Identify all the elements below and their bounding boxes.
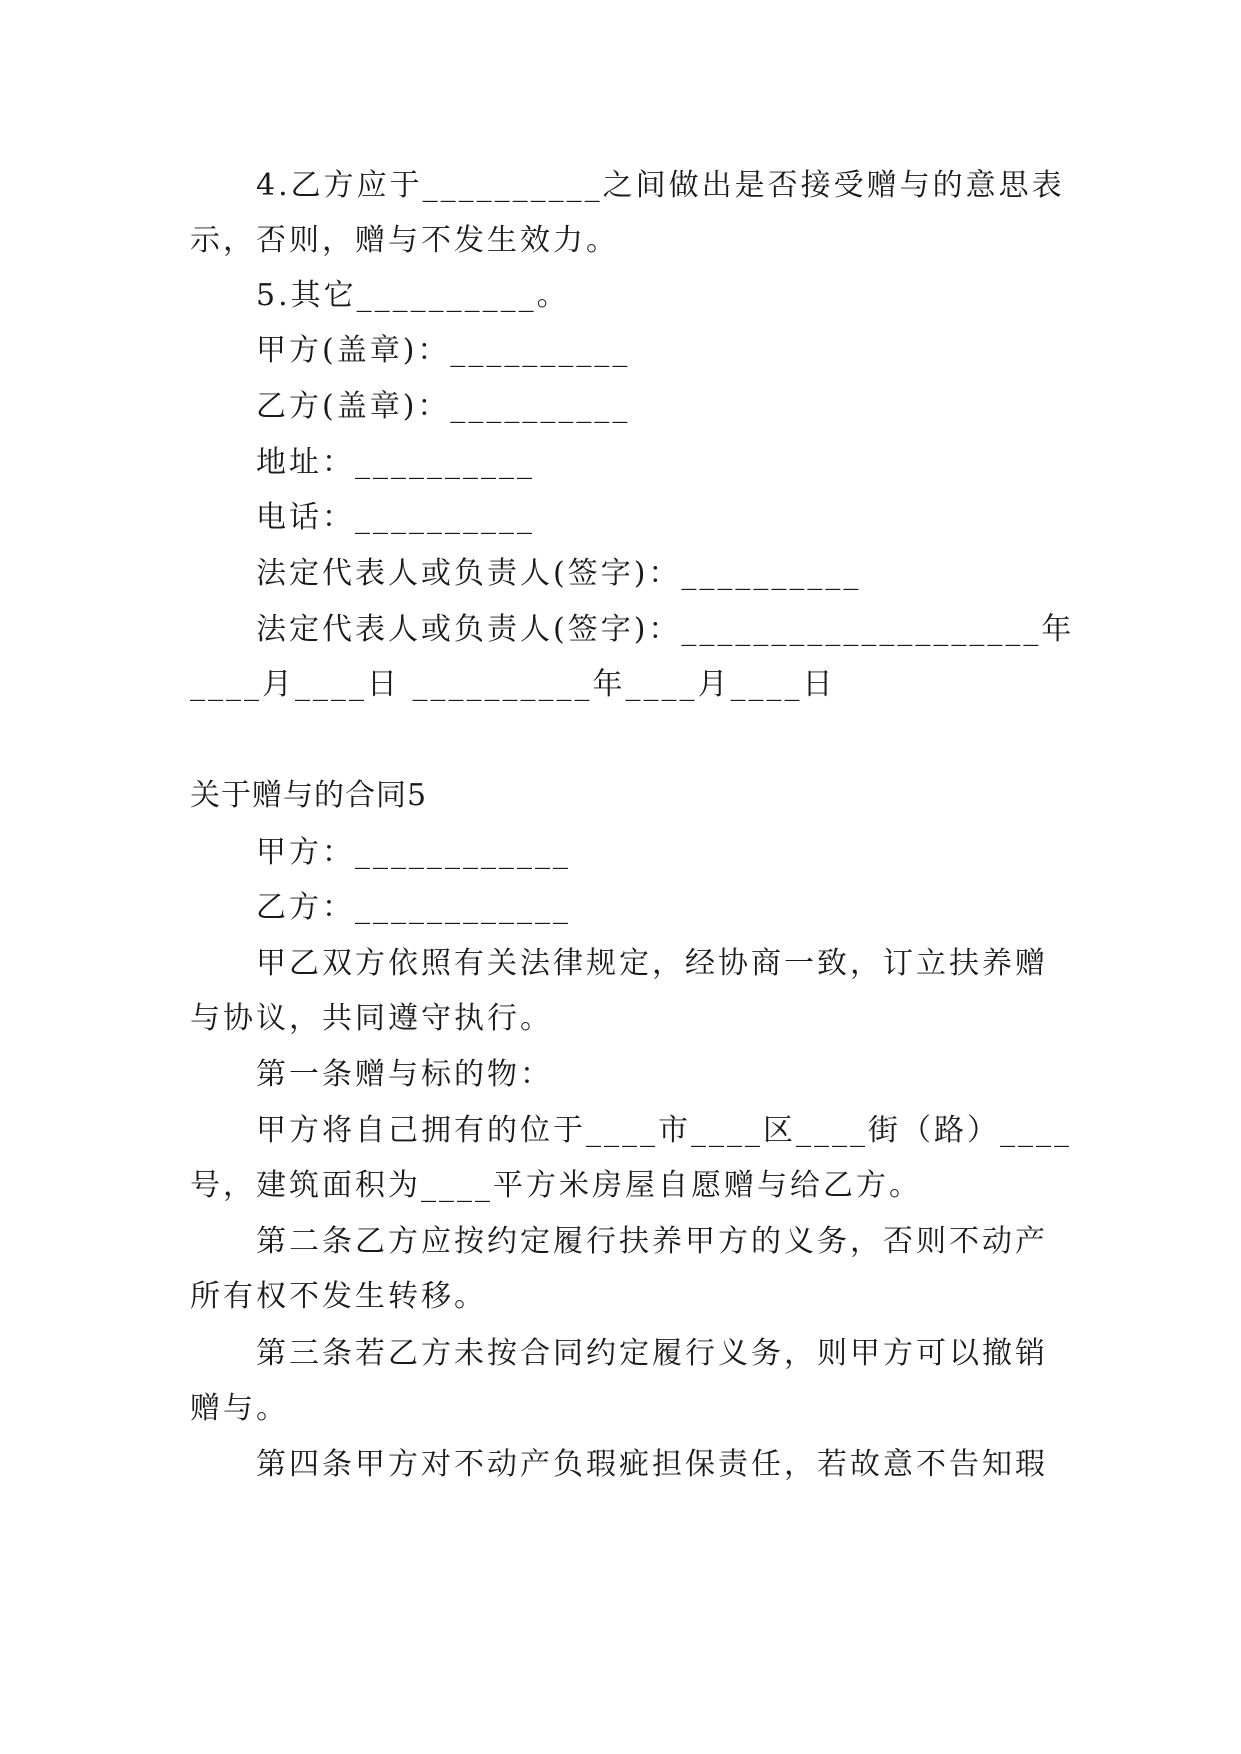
legal-rep-signature-field-1: 法定代表人或负责人(签字)：__________ bbox=[256, 556, 862, 591]
clause-4-line-1: 4.乙方应于__________之间做出是否接受赠与的意思表 bbox=[256, 168, 1065, 203]
clause-5: 5.其它__________。 bbox=[256, 278, 570, 313]
address-field: 地址：__________ bbox=[256, 445, 535, 480]
article-4-line-1: 第四条甲方对不动产负瑕疵担保责任，若故意不告知瑕 bbox=[256, 1447, 1048, 1482]
party-a-field: 甲方：____________ bbox=[256, 835, 571, 870]
preamble-line-2: 与协议，共同遵守执行。 bbox=[190, 1001, 553, 1036]
article-2-line-2: 所有权不发生转移。 bbox=[190, 1279, 487, 1314]
article-1-title: 第一条赠与标的物： bbox=[256, 1057, 553, 1092]
party-b-field: 乙方：____________ bbox=[256, 890, 571, 925]
article-1-line-1: 甲方将自己拥有的位于____市____区____街（路）____ bbox=[256, 1113, 1072, 1148]
party-a-seal-field: 甲方(盖章)：__________ bbox=[256, 333, 631, 368]
article-3-line-1: 第三条若乙方未按合同约定履行义务，则甲方可以撤销 bbox=[256, 1336, 1048, 1371]
article-1-line-2: 号，建筑面积为____平方米房屋自愿赠与给乙方。 bbox=[190, 1168, 922, 1203]
section-heading: 关于赠与的合同5 bbox=[190, 778, 428, 813]
phone-field: 电话：__________ bbox=[256, 500, 535, 535]
preamble-line-1: 甲乙双方依照有关法律规定，经协商一致，订立扶养赠 bbox=[256, 946, 1048, 981]
party-b-seal-field: 乙方(盖章)：__________ bbox=[256, 389, 631, 424]
article-3-line-2: 赠与。 bbox=[190, 1391, 289, 1426]
date-fields: ____月____日 __________年____月____日 bbox=[190, 667, 836, 702]
clause-4-line-2: 示，否则，赠与不发生效力。 bbox=[190, 223, 619, 258]
article-2-line-1: 第二条乙方应按约定履行扶养甲方的义务，否则不动产 bbox=[256, 1224, 1048, 1259]
legal-rep-signature-field-2: 法定代表人或负责人(签字)：____________________年 bbox=[256, 612, 1075, 647]
